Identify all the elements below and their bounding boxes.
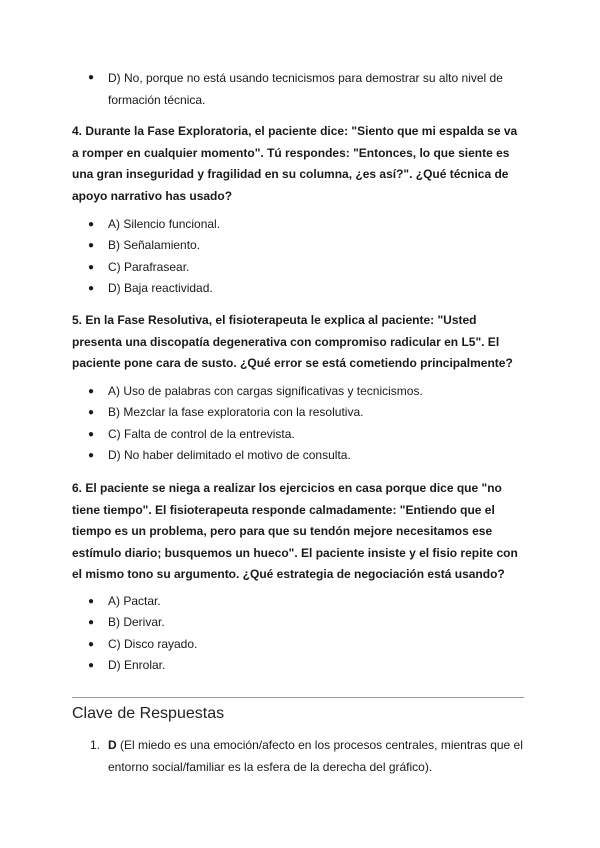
bullet-icon: ●	[88, 240, 95, 252]
bullet-icon: ●	[88, 407, 95, 419]
q4-option-d: ● D) Baja reactividad.	[0, 278, 600, 299]
q6-option-a: ● A) Pactar.	[0, 591, 600, 612]
bullet-icon: ●	[88, 261, 95, 273]
q6-options	[0, 591, 600, 676]
answer-key-heading: Clave de Respuestas	[72, 705, 225, 722]
bullet-icon: ●	[88, 386, 95, 397]
bullet-icon: ●	[88, 449, 95, 461]
bullet-icon: ●	[88, 617, 95, 629]
q5-options	[0, 381, 600, 466]
answer-number: 1.	[90, 738, 101, 752]
section-divider	[72, 697, 524, 698]
bullet-icon: ●	[88, 282, 95, 294]
answer-key-list	[0, 734, 600, 778]
answer-item	[0, 734, 600, 778]
q3-options	[0, 67, 600, 111]
q4-option-c: ● C) Parafrasear.	[0, 257, 600, 278]
bullet-icon: ●	[88, 428, 95, 440]
q6-option-d: ● D) Enrolar.	[0, 655, 600, 676]
q5-option-c: ● C) Falta de control de la entrevista.	[0, 424, 600, 445]
answer-explanation: (El miedo es una emoción/afecto en los procesos centrales, mientras que el entorno social/familiar es la esfera de la derecha del gráfico).	[108, 738, 523, 774]
q4-options	[0, 214, 600, 299]
bullet-icon: ●	[88, 638, 95, 650]
bullet-icon: ●	[88, 596, 95, 607]
question-5: 5. En la Fase Resolutiva, el fisioterapeuta le explica al paciente: "Usted presenta una discopatía degenerativa con compromiso radicular en L5". El paciente pone cara de susto. ¿Qué error se está cometiendo principalmente?	[72, 313, 513, 370]
q4-option-a: ● A) Silencio funcional.	[0, 214, 600, 235]
bullet-icon: ●	[88, 219, 95, 230]
q5-option-a: ● A) Uso de palabras con cargas significativas y tecnicismos.	[0, 381, 600, 402]
question-4: 4. Durante la Fase Exploratoria, el paciente dice: "Siento que mi espalda se va a romper en cualquier momento". Tú respondes: "Entonces, lo que siente es una gran inseguridad y fragilidad en su columna, ¿es así?". ¿Qué técnica de apoyo narrativo has usado?	[72, 124, 518, 203]
q6-option-c: ● C) Disco rayado.	[0, 634, 600, 655]
answer-text	[108, 734, 528, 778]
q4-option-b: ● B) Señalamiento.	[0, 235, 600, 256]
question-6: 6. El paciente se niega a realizar los ejercicios en casa porque dice que "no tiene tiempo". El fisioterapeuta responde calmadamente: "Entiendo que el tiempo es un problema, pero para que su tendón mejore necesitamos ese estímulo diario; busquemos un hueco". El paciente insiste y el fisio repite con el mismo tono su argumento. ¿Qué estrategia de negociación está usando?	[72, 481, 518, 581]
bullet-icon: ●	[88, 659, 95, 671]
q5-option-b: ● B) Mezclar la fase exploratoria con la resolutiva.	[0, 402, 600, 423]
bullet-icon: ●	[88, 72, 95, 83]
answer-letter: D	[108, 738, 117, 752]
q6-option-b: ● B) Derivar.	[0, 612, 600, 633]
q5-option-d: ● D) No haber delimitado el motivo de consulta.	[0, 445, 600, 466]
q3-option-d: ● D) No, porque no está usando tecnicismos para demostrar su alto nivel de formación técnica.	[0, 67, 528, 111]
